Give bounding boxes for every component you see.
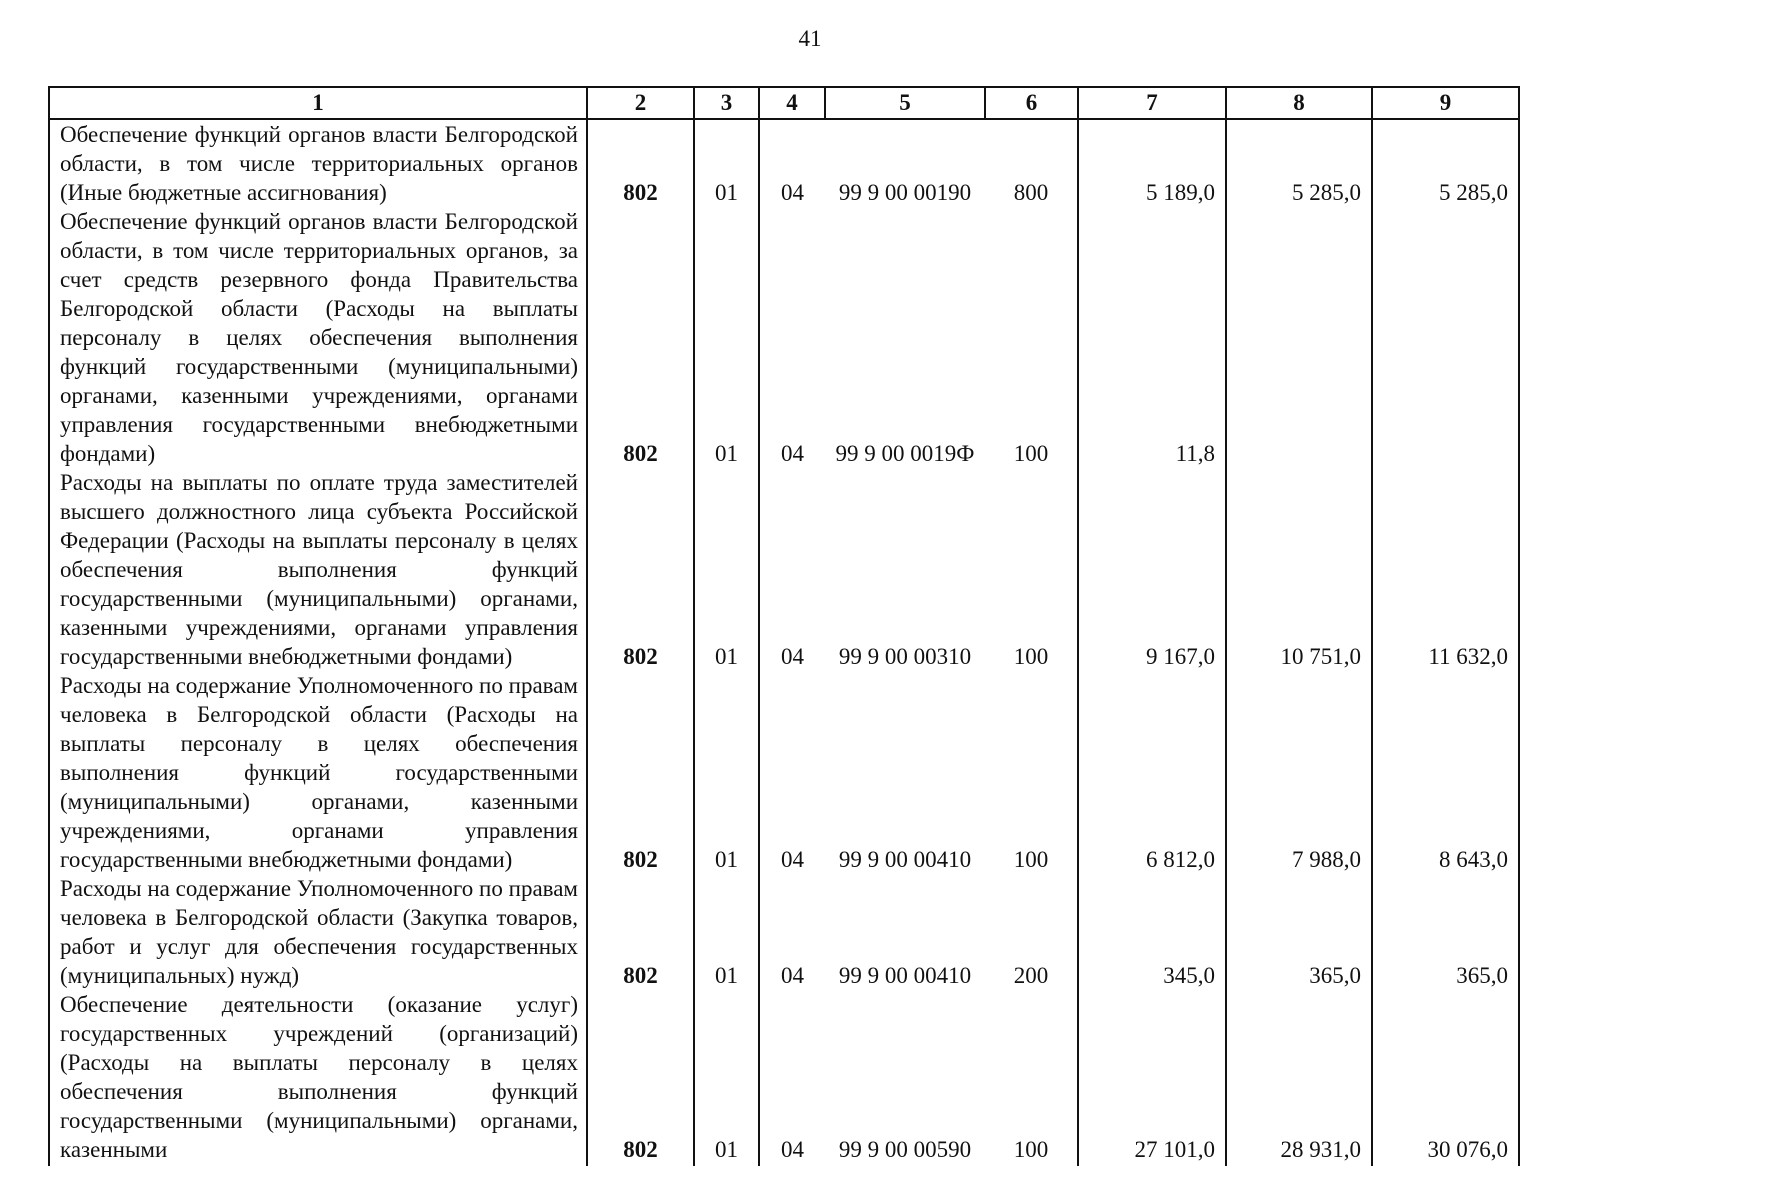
ministry-code: 802 <box>587 990 694 1166</box>
amount-col-8: 7 988,0 <box>1226 671 1372 874</box>
expense-type-code: 100 <box>985 671 1078 874</box>
amount-col-7: 345,0 <box>1078 874 1226 990</box>
subsection-code: 04 <box>781 180 804 205</box>
row-description: Расходы на содержание Уполномоченного по правам человека в Белгородской области (Закупка товаров, работ и услуг для обеспечения государственных (муниципальных) нужд) <box>49 874 587 990</box>
header-col-8: 8 <box>1226 87 1372 119</box>
header-col-3: 3 <box>694 87 759 119</box>
section-code: 01 <box>694 671 759 874</box>
amount-col-9: 8 643,0 <box>1372 671 1519 874</box>
header-col-5: 5 <box>825 87 985 119</box>
row-description: Обеспечение деятельности (оказание услуг) государственных учреждений (организаций) (Расходы на выплаты персоналу в целях обеспечения выполнения функций государственными (муниципальными) органами, казенными <box>49 990 587 1166</box>
target-article-code: 99 9 00 00590 <box>838 1137 972 1162</box>
amount-col-9: 30 076,0 <box>1372 990 1519 1166</box>
section-code: 01 <box>694 990 759 1166</box>
target-article-code: 99 9 00 0019Ф <box>835 441 975 466</box>
expense-type-code: 800 <box>985 119 1078 207</box>
table-row <box>49 990 1519 1166</box>
amount-col-8: 365,0 <box>1226 874 1372 990</box>
ministry-code: 802 <box>587 468 694 671</box>
expense-type-code: 100 <box>985 207 1078 468</box>
target-article-code: 99 9 00 00190 <box>838 180 972 205</box>
expense-type-code: 100 <box>985 468 1078 671</box>
table-row <box>49 207 1519 468</box>
table-row <box>49 119 1519 207</box>
target-article-code: 99 9 00 00410 <box>838 847 972 872</box>
amount-col-9 <box>1372 207 1519 468</box>
table-row <box>49 468 1519 671</box>
subsection-code: 04 <box>781 847 804 872</box>
header-col-9: 9 <box>1372 87 1519 119</box>
amount-col-7: 27 101,0 <box>1078 990 1226 1166</box>
row-description: Расходы на выплаты по оплате труда заместителей высшего должностного лица субъекта Российской Федерации (Расходы на выплаты персоналу в целях обеспечения выполнения функций государственными (муниципальными) органами, казенными учреждениями, органами управления государственными внебюджетными фондами) <box>49 468 587 671</box>
subsection-code: 04 <box>781 441 804 466</box>
section-code: 01 <box>694 874 759 990</box>
header-col-7: 7 <box>1078 87 1226 119</box>
target-article-code: 99 9 00 00310 <box>838 644 972 669</box>
header-col-2: 2 <box>587 87 694 119</box>
amount-col-7: 5 189,0 <box>1078 119 1226 207</box>
section-code: 01 <box>694 207 759 468</box>
section-code: 01 <box>694 468 759 671</box>
amount-col-7: 11,8 <box>1078 207 1226 468</box>
subsection-code: 04 <box>781 644 804 669</box>
page-number: 41 <box>798 26 822 51</box>
row-description: Обеспечение функций органов власти Белгородской области, в том числе территориальных органов, за счет средств резервного фонда Правительства Белгородской области (Расходы на выплаты персоналу в целях обеспечения выполнения функций государственными (муниципальными) органами, казенными учреждениями, органами управления государственными внебюджетными фондами) <box>49 207 587 468</box>
ministry-code: 802 <box>587 671 694 874</box>
table-header-row <box>49 87 1519 119</box>
amount-col-7: 6 812,0 <box>1078 671 1226 874</box>
header-col-1: 1 <box>49 87 587 119</box>
header-col-4: 4 <box>759 87 825 119</box>
target-article-code: 99 9 00 00410 <box>838 963 972 988</box>
expense-type-code: 200 <box>985 874 1078 990</box>
amount-col-8: 10 751,0 <box>1226 468 1372 671</box>
expense-type-code: 100 <box>985 990 1078 1166</box>
ministry-code: 802 <box>587 119 694 207</box>
subsection-code: 04 <box>781 963 804 988</box>
ministry-code: 802 <box>587 207 694 468</box>
amount-col-9: 11 632,0 <box>1372 468 1519 671</box>
amount-col-8: 28 931,0 <box>1226 990 1372 1166</box>
ministry-code: 802 <box>587 874 694 990</box>
amount-col-7: 9 167,0 <box>1078 468 1226 671</box>
table-row <box>49 874 1519 990</box>
amount-col-8 <box>1226 207 1372 468</box>
amount-col-9: 365,0 <box>1372 874 1519 990</box>
budget-table <box>48 86 1520 1166</box>
table-row <box>49 671 1519 874</box>
header-col-6: 6 <box>985 87 1078 119</box>
amount-col-9: 5 285,0 <box>1372 119 1519 207</box>
row-description: Обеспечение функций органов власти Белгородской области, в том числе территориальных органов (Иные бюджетные ассигнования) <box>49 119 587 207</box>
subsection-code: 04 <box>781 1137 804 1162</box>
section-code: 01 <box>694 119 759 207</box>
row-description: Расходы на содержание Уполномоченного по правам человека в Белгородской области (Расходы на выплаты персоналу в целях обеспечения выполнения функций государственными (муниципальными) органами, казенными учреждениями, органами управления государственными внебюджетными фондами) <box>49 671 587 874</box>
amount-col-8: 5 285,0 <box>1226 119 1372 207</box>
